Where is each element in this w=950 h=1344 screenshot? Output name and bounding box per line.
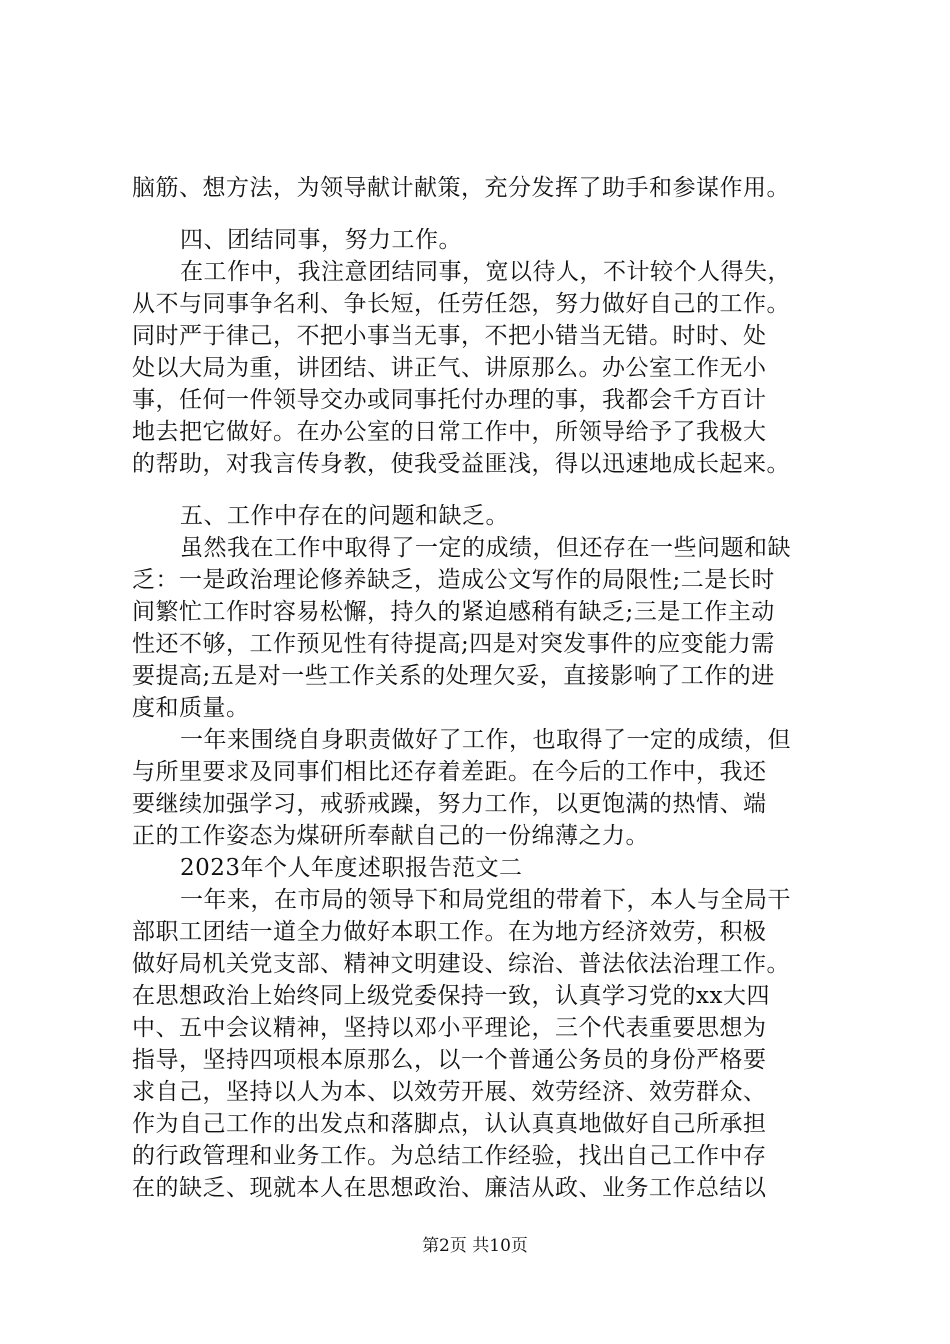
text-line: 正的工作姿态为煤研所奉献自己的一份绵薄之力。 [132,823,649,849]
text-line: 间繁忙工作时容易松懈，持久的紧迫感稍有缺乏;三是工作主动 [132,599,775,625]
text-line: 乏：一是政治理论修养缺乏，造成公文写作的局限性;二是长时 [132,567,775,593]
paragraph-gap [132,480,852,500]
text-line: 一年来围绕自身职责做好了工作，也取得了一定的成绩，但 [180,727,791,753]
text-line: 地去把它做好。在办公室的日常工作中，所领导给予了我极大 [132,419,767,445]
text-line: 同时严于律己，不把小事当无事，不把小错当无错。时时、处 [132,323,767,349]
text-line: 中、五中会议精神，坚持以邓小平理论，三个代表重要思想为 [132,1015,767,1041]
text-line: 性还不够，工作预见性有待提高;四是对突发事件的应变能力需 [132,631,775,657]
text-line: 指导，坚持四项根本原那么，以一个普通公务员的身份严格要 [132,1047,767,1073]
text-line: 部职工团结一道全力做好本职工作。在为地方经济效劳，积极 [132,919,767,945]
page-footer: 第2页 共10页 [422,1236,528,1256]
text-line: 处以大局为重，讲团结、讲正气、讲原那么。办公室工作无小 [132,355,767,381]
section-heading: 五、工作中存在的问题和缺乏。 [180,503,509,529]
text-line: 的行政管理和业务工作。为总结工作经验，找出自己工作中存 [132,1143,767,1169]
text-line: 在工作中，我注意团结同事，宽以待人，不计较个人得失， [180,259,791,285]
text-line: 与所里要求及同事们相比还存着差距。在今后的工作中，我还 [132,759,767,785]
text-line: 虽然我在工作中取得了一定的成绩，但还存在一些问题和缺 [180,535,791,561]
body-text [132,172,852,1204]
text-line: 的帮助，对我言传身教，使我受益匪浅，得以迅速地成长起来。 [132,451,790,477]
paragraph-gap [132,204,852,224]
text-line: 要继续加强学习，戒骄戒躁，努力工作，以更饱满的热情、端 [132,791,767,817]
text-line: 一年来，在市局的领导下和局党组的带着下，本人与全局干 [180,887,791,913]
text-line: 作为自己工作的出发点和落脚点，认认真真地做好自己所承担 [132,1111,767,1137]
text-line: 做好局机关党支部、精神文明建设、综治、普法依法治理工作。 [132,951,790,977]
text-line: 在的缺乏、现就本人在思想政治、廉洁从政、业务工作总结以 [132,1175,767,1201]
text-line: 要提高;五是对一些工作关系的处理欠妥，直接影响了工作的进 [132,663,775,689]
text-line: 从不与同事争名利、争长短，任劳任怨，努力做好自己的工作。 [132,291,790,317]
text-line: 在思想政治上始终同上级党委保持一致，认真学习党的xx大四 [132,983,770,1009]
text-line: 度和质量。 [132,695,250,721]
text-line: 脑筋、想方法，为领导献计献策，充分发挥了助手和参谋作用。 [132,175,790,201]
text-line: 事，任何一件领导交办或同事托付办理的事，我都会千方百计 [132,387,767,413]
text-line: 求自己，坚持以人为本、以效劳开展、效劳经济、效劳群众、 [132,1079,767,1105]
document-subtitle: 2023年个人年度述职报告范文二 [180,855,523,881]
section-heading: 四、团结同事，努力工作。 [180,227,462,253]
